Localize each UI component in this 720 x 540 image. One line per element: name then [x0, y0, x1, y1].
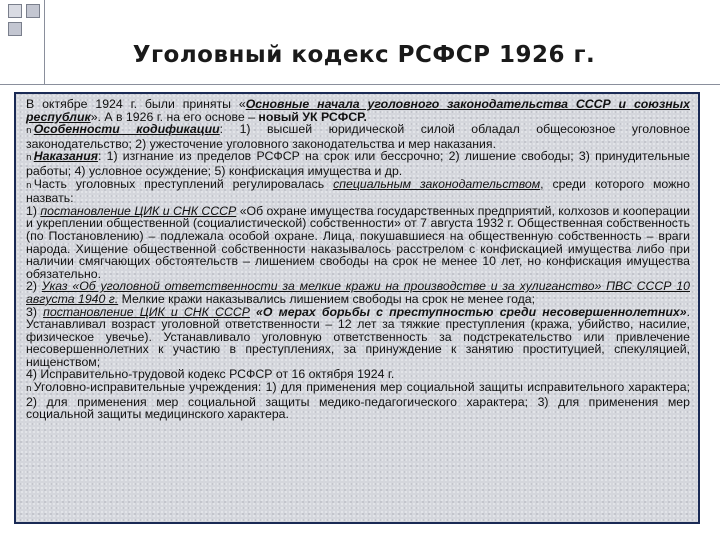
paragraph-intro: В октябре 1924 г. были приняты «Основные начала уголовного законодательства СССР и союзных республик». А в 1926 г. на его основе – новый УК РСФСР. — [26, 97, 690, 124]
paragraph-item-4: 4) Исправительно-трудовой кодекс РСФСР от 16 октября 1924 г. — [26, 367, 395, 382]
bullet-icon: n — [26, 153, 32, 164]
paragraph-punishments: n Наказания: 1) изгнание из пределов РСФСР на срок или бессрочно; 2) лишение свободы; 3) принудительные работы; 4) условное осуждение; 5) конфискация имущества и др. — [26, 149, 690, 178]
decree-minors-title: постановление ЦИК и СНК СССР — [43, 304, 250, 319]
content-text — [26, 98, 690, 421]
bullet-icon: n — [26, 180, 32, 191]
new-code-label: новый УК РСФСР. — [258, 109, 367, 124]
decree-minors-name: «О мерах борьбы с преступностью среди несовершеннолетних» — [249, 304, 687, 319]
bullet-icon: n — [26, 126, 32, 137]
content-box — [14, 92, 700, 524]
paragraph-item-1: 1) постановление ЦИК и СНК СССР «Об охране имущества государственных предприятий, колхозов и кооперации и укреплении общественной (социалистической) собственности» от 7 августа 1932 г. Общественная собственность (по Постановлению) – подлежала особой охране. Лица, покушавшиеся на общественную собственность – враги народа. Хищение общественной собственности наказывалось расстрелом с конфискацией имущества либо при наличии смягчающих обстоятельств – лишением свободы на срок не менее 10 лет, но конфискация имущества обязательно. — [26, 203, 690, 281]
codification-heading: Особенности кодификации — [33, 122, 220, 137]
decorative-square — [8, 4, 22, 18]
paragraph-special-law: n Часть уголовных преступлений регулировалась специальным законодательством, среди которого можно назвать: — [26, 176, 690, 206]
paragraph-item-2: 2) Указ «Об уголовной ответственности за мелкие кражи на производстве и за хулиганство» ПВС СССР 10 августа 1940 г. Мелкие кражи наказывались лишением свободы на срок не менее года; — [26, 279, 690, 306]
decree-1940-title: Указ «Об уголовной ответственности за мелкие кражи на производстве и за хулиганство» ПВС СССР 10 августа 1940 г. — [26, 279, 690, 306]
paragraph-item-3: 3) постановление ЦИК и СНК СССР «О мерах борьбы с преступностью среди несовершеннолетних». Устанавливал возраст уголовной ответственности – 12 лет за тяжкие преступления (кража, убийство, насилие, физическое увечье). Устанавливало уголовную ответственность за подстрекательство или привлечение несовершеннолетних к участию в преступлениях, за принуждение к занятию проституцией, спекуляцией, нищенством; — [26, 304, 690, 369]
decorative-square — [26, 4, 40, 18]
paragraph-codification: n Особенности кодификации: 1) высшей юридической силой обладал общесоюзное уголовное законодательство; 2) ужесточение уголовного законодательства и мер наказания. — [26, 122, 690, 151]
special-law-term: специальным законодательством — [333, 176, 541, 191]
decree-1932-title: постановление ЦИК и СНК СССР — [40, 203, 237, 218]
slide-title: Уголовный кодекс РСФСР 1926 г. — [132, 42, 596, 68]
decorative-horizontal-line — [0, 84, 720, 85]
bullet-icon: n — [26, 384, 32, 395]
punishments-heading: Наказания — [33, 149, 98, 164]
law-title-link: Основные начала уголовного законодательства СССР и союзных республик — [26, 97, 690, 124]
paragraph-institutions: n Уголовно-исправительные учреждения: 1) для применения мер социальной защиты исправительного характера; 2) для применения мер социальной защиты медико-педагогического характера; 3) для применения мер социальной защиты медицинского характера. — [26, 380, 690, 422]
decorative-square — [8, 22, 22, 36]
